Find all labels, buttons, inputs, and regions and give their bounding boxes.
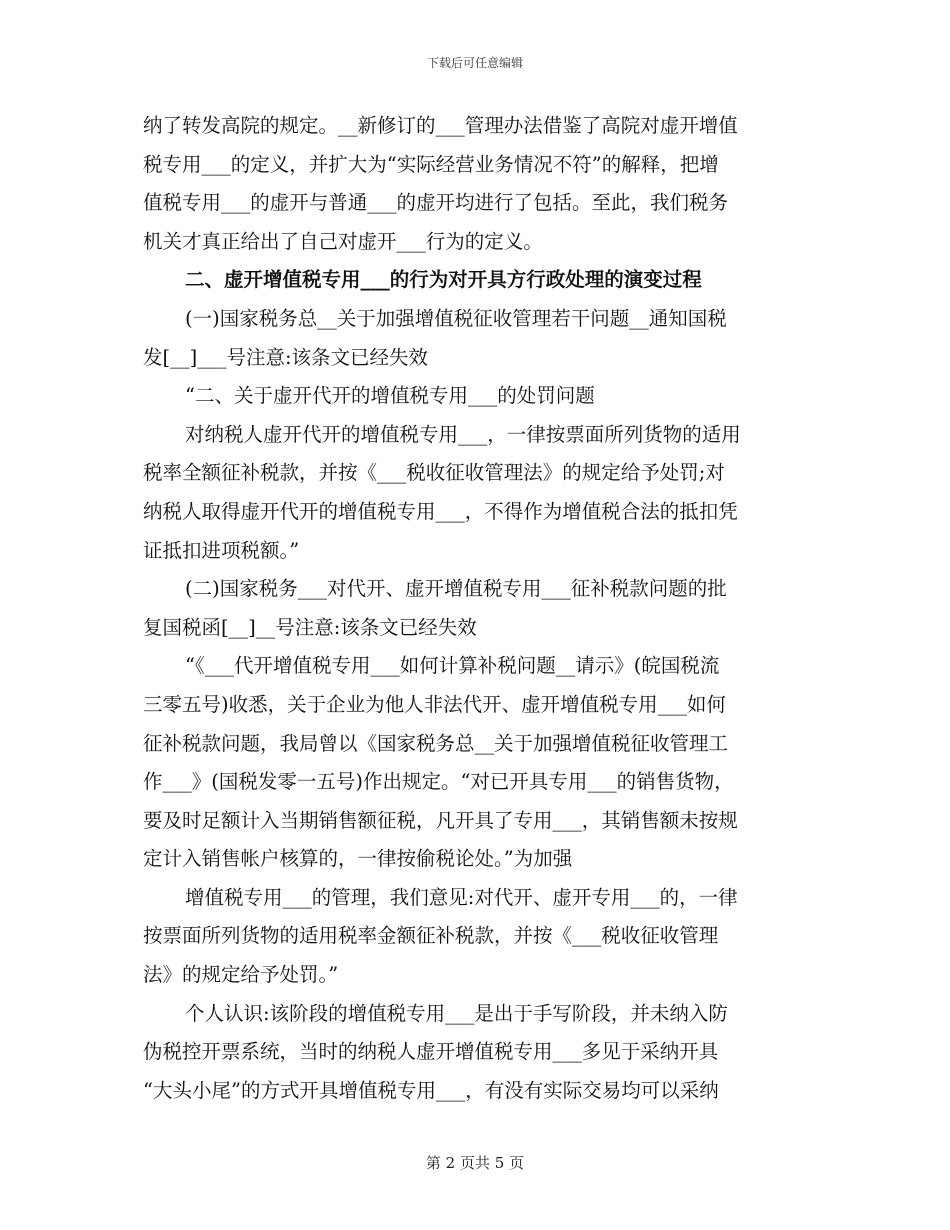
text-line: 定计入销售帐户核算的，一律按偷税论处。”为加强: [143, 847, 573, 871]
text-line: 复国税函[__]__号注意:该条文已经失效: [143, 615, 477, 639]
text-line: 伪税控开票系统，当时的纳税人虚开增值税专用___多见于采纳开具: [143, 1040, 719, 1064]
page-number: 第 2 页共 5 页: [425, 1154, 525, 1172]
text-line: (一)国家税务总__关于加强增值税征收管理若干问题__通知国税: [185, 306, 727, 330]
text-line: 值税专用___的虚开与普通___的虚开均进行了包括。至此，我们税务: [143, 191, 729, 215]
text-line: 税率全额征补税款，并按《___税收征收管理法》的规定给予处罚;对: [143, 461, 725, 485]
text-line: 增值税专用___的管理，我们意见:对代开、虚开专用___的，一律: [185, 885, 738, 909]
text-line: 作___》(国税发零一五号)作出规定。“对已开具专用___的销售货物，: [143, 770, 734, 794]
text-line: “二、关于虚开代开的增值税专用___的处罚问题: [185, 384, 595, 408]
text-line: 纳了转发高院的规定。__新修订的___管理办法借鉴了高院对虚开增值: [143, 114, 738, 137]
header-note: 下载后可任意编辑: [426, 56, 523, 70]
text-line: 征补税款问题，我局曾以《国家税务总__关于加强增值税征收管理工: [143, 731, 729, 755]
text-line: “大头小尾”的方式开具增值税专用___，有没有实际交易均可以采纳: [143, 1078, 719, 1102]
text-line: 三零五号)收悉，关于企业为他人非法代开、虚开增值税专用___如何: [143, 692, 726, 716]
text-line: 机关才真正给出了自己对虚开___行为的定义。: [143, 229, 543, 253]
text-line: 对纳税人虚开代开的增值税专用___，一律按票面所列货物的适用: [185, 422, 741, 446]
text-line: 纳税人取得虚开代开的增值税专用___，不得作为增值税合法的抵扣凭: [143, 499, 738, 523]
text-line: 个人认识:该阶段的增值税专用___是出于手写阶段，并未纳入防: [185, 1001, 728, 1025]
text-line: 要及时足额计入当期销售额征税，凡开具了专用___，其销售额未按规: [143, 808, 738, 832]
text-line: “《___代开增值税专用___如何计算补税问题__请示》(皖国税流: [185, 654, 720, 678]
text-line: 税专用___的定义，并扩大为“实际经营业务情况不符”的解释，把增: [143, 152, 719, 176]
text-line: (二)国家税务___对代开、虚开增值税专用___征补税款问题的批: [185, 577, 727, 601]
text-line: 按票面所列货物的适用税率金额征补税款，并按《___税收征收管理: [143, 924, 719, 948]
text-line: 证抵扣进项税额。”: [143, 538, 300, 562]
section-heading: 二、虚开增值税专用___的行为对开具方行政处理的演变过程: [185, 268, 702, 292]
text-line: 法》的规定给予处罚。”: [143, 963, 339, 987]
text-line: 发[__]___号注意:该条文已经失效: [143, 345, 429, 369]
document-body: [143, 107, 811, 1110]
